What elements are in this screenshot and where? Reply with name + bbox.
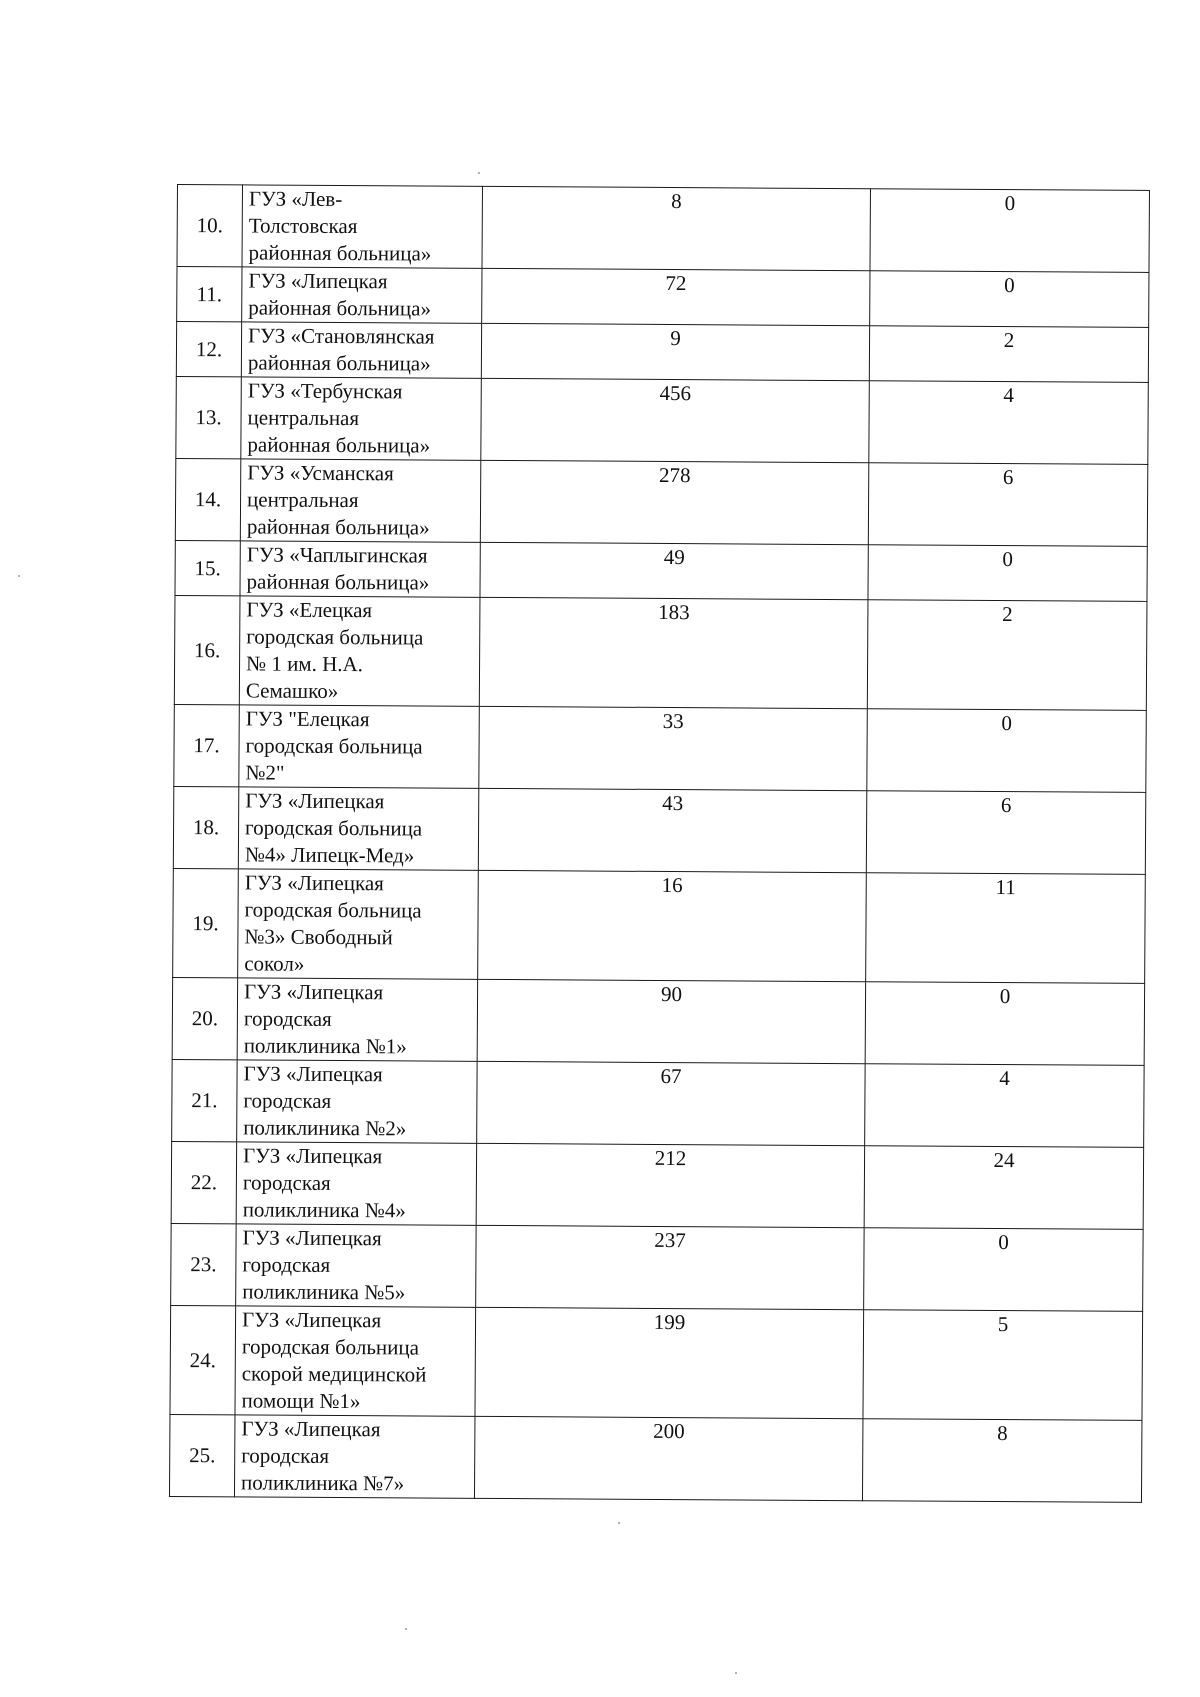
scan-speck	[405, 1628, 407, 1630]
table-row	[174, 704, 1146, 792]
row-number-cell: 12.	[176, 322, 241, 377]
row-number-cell: 20.	[172, 977, 237, 1059]
row-number-cell: 14.	[175, 458, 240, 540]
table-row	[169, 1414, 1141, 1502]
row-number-cell: 13.	[176, 376, 241, 458]
table-row	[173, 868, 1146, 983]
institution-name-cell: ГУЗ «Чаплыгинская районная больница»	[240, 541, 480, 597]
institution-name-cell: ГУЗ «Липецкая городская поликлиника №7»	[234, 1415, 474, 1498]
value-2-cell: 5	[863, 1310, 1143, 1421]
table-row	[176, 322, 1148, 383]
row-number-cell: 23.	[171, 1223, 236, 1305]
value-2-cell: 4	[869, 381, 1148, 465]
value-2-cell: 0	[870, 271, 1149, 328]
value-1-cell: 16	[478, 870, 867, 981]
value-1-cell: 72	[482, 268, 870, 325]
institution-name-cell: ГУЗ «Липецкая городская поликлиника №5»	[236, 1224, 476, 1307]
row-number-cell: 11.	[177, 267, 242, 322]
table-row	[177, 267, 1149, 328]
scan-speck	[735, 1672, 737, 1674]
row-number-cell: 10.	[177, 185, 242, 267]
row-number-cell: 24.	[170, 1305, 236, 1414]
row-number-cell: 21.	[172, 1059, 237, 1141]
scan-speck	[18, 575, 20, 577]
row-number-cell: 22.	[171, 1141, 236, 1223]
table-row	[171, 1141, 1143, 1229]
value-1-cell: 183	[479, 597, 868, 708]
institution-name-cell: ГУЗ «Липецкая городская поликлиника №4»	[236, 1142, 476, 1225]
row-number-cell: 16.	[174, 595, 240, 704]
institution-name-cell: ГУЗ «Усманская центральная районная больница»	[240, 459, 480, 542]
hospital-data-table	[169, 184, 1150, 1503]
value-2-cell: 6	[868, 463, 1147, 547]
value-2-cell: 11	[866, 873, 1146, 984]
value-1-cell: 212	[476, 1143, 864, 1227]
institution-name-cell: ГУЗ «Лев- Толстовская районная больница»	[242, 185, 482, 268]
institution-name-cell: ГУЗ «Липецкая городская больница №3» Свободный сокол»	[238, 869, 479, 979]
institution-name-cell: ГУЗ «Становлянская районная больница»	[241, 322, 481, 378]
value-2-cell: 0	[868, 545, 1147, 602]
table-row	[176, 376, 1148, 464]
value-1-cell: 90	[477, 979, 865, 1063]
table-row	[173, 786, 1145, 874]
value-2-cell: 24	[864, 1146, 1143, 1230]
value-2-cell: 2	[869, 326, 1148, 383]
value-2-cell: 0	[870, 189, 1149, 273]
value-1-cell: 8	[482, 186, 870, 270]
table-row	[170, 1305, 1143, 1420]
value-2-cell: 0	[867, 709, 1146, 793]
value-1-cell: 33	[479, 706, 867, 790]
row-number-cell: 19.	[173, 868, 239, 977]
value-1-cell: 278	[480, 460, 868, 544]
value-2-cell: 0	[864, 1228, 1143, 1312]
table-row	[174, 595, 1147, 710]
institution-name-cell: ГУЗ «Липецкая городская поликлиника №1»	[237, 978, 477, 1061]
institution-name-cell: ГУЗ «Тербунская центральная районная больница»	[241, 377, 481, 460]
table-row	[175, 458, 1147, 546]
table-row	[172, 977, 1144, 1065]
value-2-cell: 2	[867, 600, 1147, 711]
value-1-cell: 9	[481, 323, 869, 380]
value-2-cell: 8	[862, 1419, 1141, 1503]
value-1-cell: 199	[475, 1307, 864, 1418]
table-body	[169, 185, 1149, 1503]
table-row	[175, 540, 1147, 601]
value-1-cell: 67	[477, 1061, 865, 1145]
table-row	[171, 1223, 1143, 1311]
scan-speck	[618, 1522, 620, 1524]
institution-name-cell: ГУЗ "Елецкая городская больница №2"	[239, 705, 479, 788]
table-row	[177, 185, 1149, 273]
row-number-cell: 17.	[174, 704, 239, 786]
value-1-cell: 237	[476, 1225, 864, 1309]
row-number-cell: 18.	[173, 786, 238, 868]
institution-name-cell: ГУЗ «Липецкая городская больница скорой медицинской помощи №1»	[235, 1306, 476, 1416]
value-1-cell: 200	[474, 1416, 862, 1500]
scan-speck	[478, 172, 480, 174]
value-2-cell: 0	[865, 982, 1144, 1066]
row-number-cell: 25.	[169, 1414, 234, 1496]
institution-name-cell: ГУЗ «Липецкая районная больница»	[242, 267, 482, 323]
value-1-cell: 43	[478, 788, 866, 872]
table-row	[172, 1059, 1144, 1147]
value-2-cell: 4	[865, 1064, 1144, 1148]
value-1-cell: 456	[481, 378, 869, 462]
institution-name-cell: ГУЗ «Липецкая городская поликлиника №2»	[237, 1060, 477, 1143]
value-1-cell: 49	[480, 542, 868, 599]
institution-name-cell: ГУЗ «Липецкая городская больница №4» Липецк-Мед»	[238, 787, 478, 870]
institution-name-cell: ГУЗ «Елецкая городская больница № 1 им. Н.А. Семашко»	[239, 596, 480, 706]
row-number-cell: 15.	[175, 540, 240, 595]
value-2-cell: 6	[866, 791, 1145, 875]
